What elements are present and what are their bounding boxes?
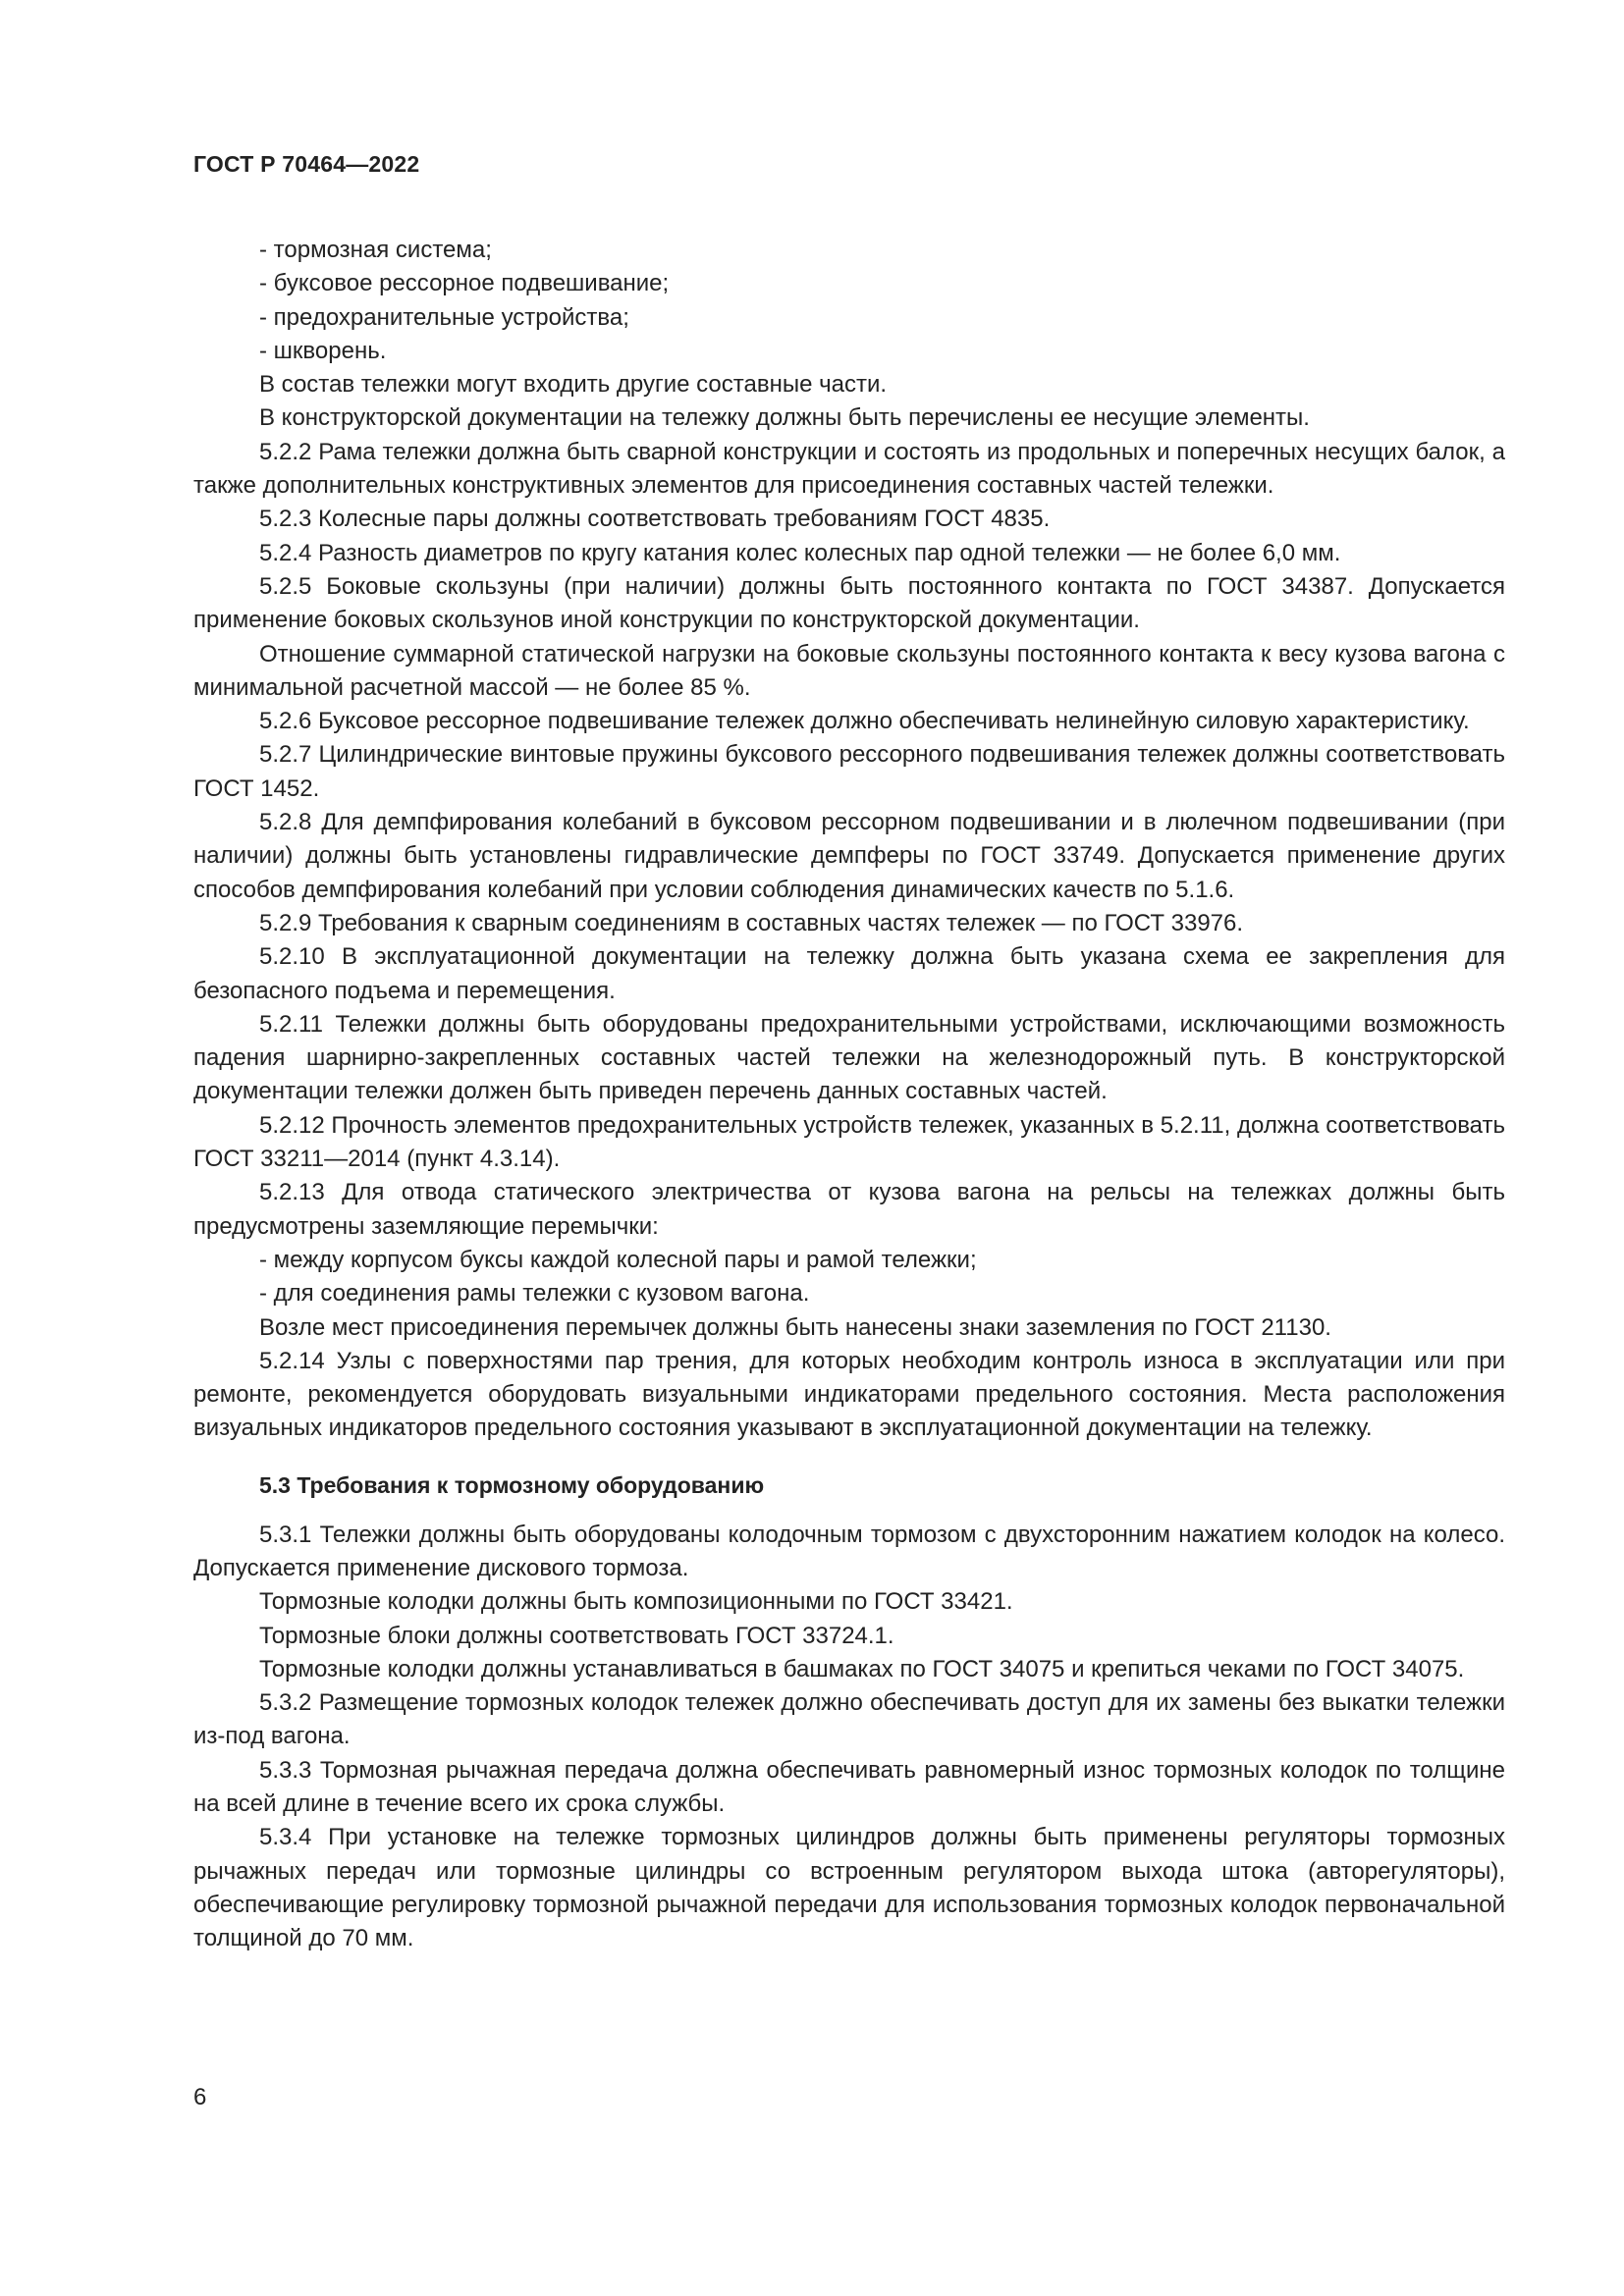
paragraph: 5.3.2 Размещение тормозных колодок тележек должно обеспечивать доступ для их замены без выкатки тележки из-под вагона. (193, 1689, 1505, 1750)
paragraph: В состав тележки могут входить другие составные части. (259, 371, 888, 399)
paragraph: Отношение суммарной статической нагрузки на боковые скользуны постоянного контакта к весу кузова вагона с минимальной расчетной массой — не более 85 %. (193, 640, 1505, 701)
list-item: - для соединения рамы тележки с кузовом вагона. (259, 1280, 810, 1308)
paragraph: 5.2.14 Узлы с поверхностями пар трения, для которых необходим контроль износа в эксплуатации или при ремонте, рекомендуется оборудовать визуальными индикаторами предельного состояния. Места расположения визуальных индикаторов предельного состояния указывают в эксплуатационной документации на тележку. (193, 1347, 1505, 1442)
list-item: - предохранительные устройства; (259, 303, 629, 331)
paragraph: 5.2.10 В эксплуатационной документации на тележку должна быть указана схема ее закрепления для безопасного подъема и перемещения. (193, 943, 1505, 1004)
list-item: - шкворень. (259, 337, 387, 364)
paragraph: 5.2.12 Прочность элементов предохранительных устройств тележек, указанных в 5.2.11, должна соответствовать ГОСТ 33211—2014 (пункт 4.3.14). (193, 1111, 1505, 1173)
paragraph: 5.2.3 Колесные пары должны соответствовать требованиям ГОСТ 4835. (259, 506, 1051, 533)
section-heading: 5.3 Требования к тормозному оборудованию (259, 1471, 765, 1498)
paragraph: 5.2.2 Рама тележки должна быть сварной конструкции и состоять из продольных и поперечных несущих балок, а также дополнительных конструктивных элементов для присоединения составных частей тележки. (193, 438, 1505, 500)
paragraph: 5.2.5 Боковые скользуны (при наличии) должны быть постоянного контакта по ГОСТ 34387. Допускается применение боковых скользунов иной конструкции по конструкторской документации. (193, 572, 1505, 634)
paragraph: 5.2.6 Буксовое рессорное подвешивание тележек должно обеспечивать нелинейную силовую характеристику. (259, 708, 1470, 735)
list-item: - буксовое рессорное подвешивание; (259, 270, 670, 297)
paragraph: 5.2.4 Разность диаметров по кругу катания колес колесных пар одной тележки — не более 6,0 мм. (259, 539, 1341, 566)
paragraph: 5.2.7 Цилиндрические винтовые пружины буксового рессорного подвешивания тележек должны соответствовать ГОСТ 1452. (193, 741, 1505, 802)
paragraph: 5.2.9 Требования к сварным соединениям в составных частях тележек — по ГОСТ 33976. (259, 909, 1244, 936)
paragraph: Возле мест присоединения перемычек должны быть нанесены знаки заземления по ГОСТ 21130. (259, 1313, 1331, 1341)
document-header: ГОСТ Р 70464—2022 (193, 151, 420, 177)
paragraph: 5.2.13 Для отвода статического электричества от кузова вагона на рельсы на тележках должны быть предусмотрены заземляющие перемычки: (193, 1179, 1505, 1240)
paragraph: 5.2.8 Для демпфирования колебаний в буксовом рессорном подвешивании и в люлечном подвешивании (при наличии) должны быть установлены гидравлические демпферы по ГОСТ 33749. Допускается применение других способов демпфирования колебаний при условии соблюдения динамических качеств по 5.1.6. (193, 809, 1505, 903)
paragraph: Тормозные колодки должны быть композиционными по ГОСТ 33421. (259, 1588, 1013, 1616)
paragraph: Тормозные блоки должны соответствовать ГОСТ 33724.1. (259, 1622, 894, 1649)
list-item: - между корпусом буксы каждой колесной пары и рамой тележки; (259, 1246, 977, 1273)
page-number: 6 (193, 2084, 207, 2110)
document-body (193, 234, 1505, 1956)
paragraph: Тормозные колодки должны устанавливаться в башмаках по ГОСТ 34075 и крепиться чеками по ГОСТ 34075. (259, 1655, 1465, 1682)
paragraph: 5.3.1 Тележки должны быть оборудованы колодочным тормозом с двухсторонним нажатием колодок на колесо. Допускается применение дискового тормоза. (193, 1521, 1505, 1581)
paragraph: 5.2.11 Тележки должны быть оборудованы предохранительными устройствами, исключающими возможность падения шарнирно-закрепленных составных частей тележки на железнодорожный путь. В конструкторской документации тележки должен быть приведен перечень данных составных частей. (193, 1010, 1505, 1105)
paragraph: 5.3.3 Тормозная рычажная передача должна обеспечивать равномерный износ тормозных колодок по толщине на всей длине в течение всего их срока службы. (193, 1756, 1505, 1818)
paragraph: В конструкторской документации на тележку должны быть перечислены ее несущие элементы. (259, 404, 1310, 432)
list-item: - тормозная система; (259, 237, 492, 263)
paragraph: 5.3.4 При установке на тележке тормозных цилиндров должны быть применены регуляторы тормозных рычажных передач или тормозные цилиндры со встроенным регулятором выхода штока (авторегуляторы), обеспечивающие регулировку тормозной рычажной передачи для использования тормозных колодок первоначальной толщиной до 70 мм. (193, 1824, 1505, 1952)
